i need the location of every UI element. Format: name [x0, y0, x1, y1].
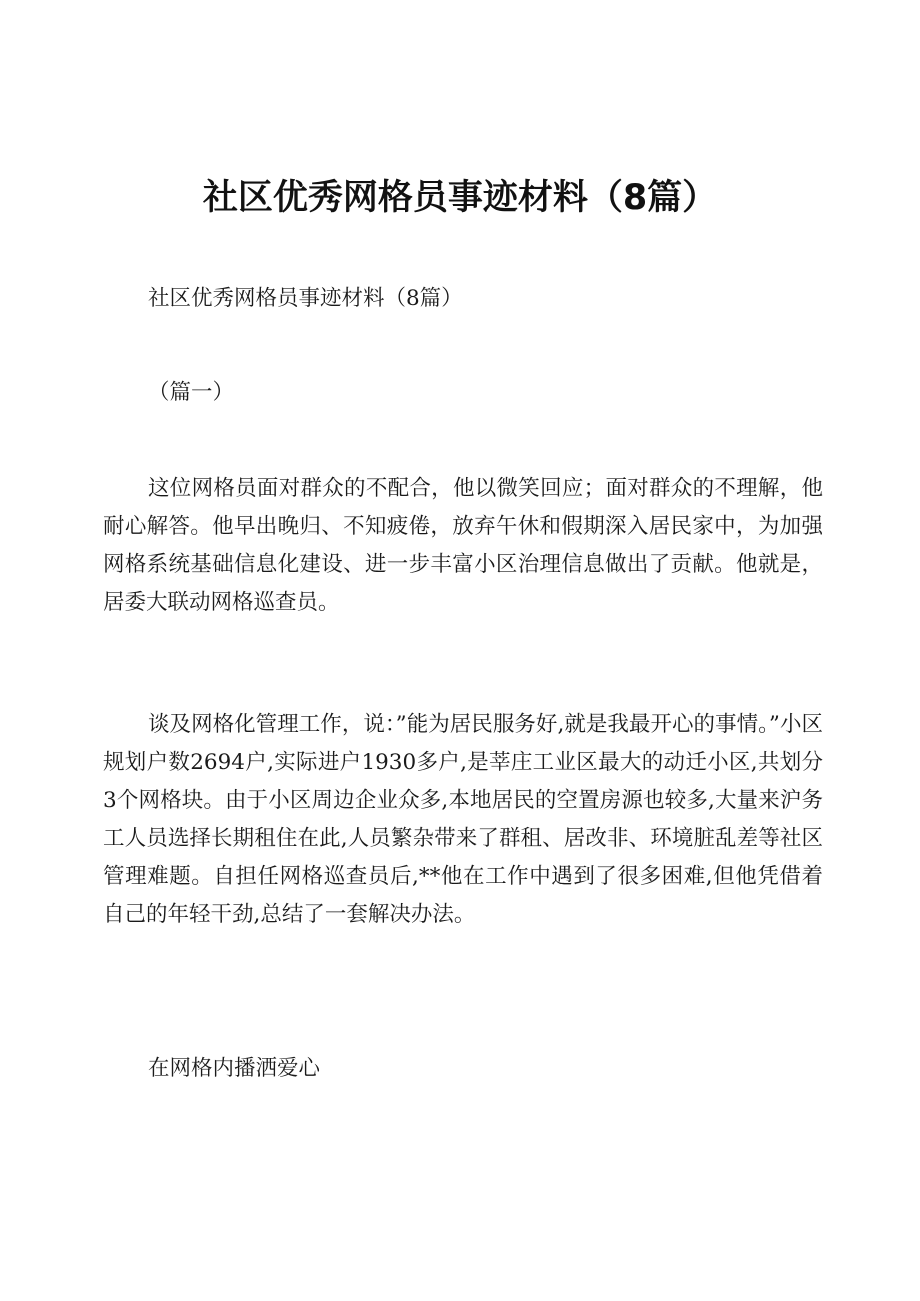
section-label: （篇一）: [148, 380, 235, 405]
paragraph-2: 谈及网格化管理工作，说：”能为居民服务好,就是我最开心的事情。”小区规划户数2694户,实际进户1930多户,是莘庄工业区最大的动迁小区,共划分3个网格块。由于小区周边企业众多,本地居民的空置房源也较多,大量来沪务工人员选择长期租住在此,人员繁杂带来了群租、居改非、环境脏乱差等社区管理难题。自担任网格巡查员后,**他在工作中遇到了很多困难,但他凭借着自己的年轻干劲,总结了一套解决办法。: [103, 712, 823, 927]
document-title: 社区优秀网格员事迹材料（8篇）: [202, 178, 718, 218]
document-subtitle: 社区优秀网格员事迹材料（8篇）: [148, 286, 463, 311]
section-subheading: 在网格内播洒爱心: [148, 1056, 321, 1081]
paragraph-1: 这位网格员面对群众的不配合，他以微笑回应；面对群众的不理解，他耐心解答。他早出晚归、不知疲倦，放弃午休和假期深入居民家中，为加强网格系统基础信息化建设、进一步丰富小区治理信息做出了贡献。他就是，居委大联动网格巡查员。: [103, 476, 823, 615]
